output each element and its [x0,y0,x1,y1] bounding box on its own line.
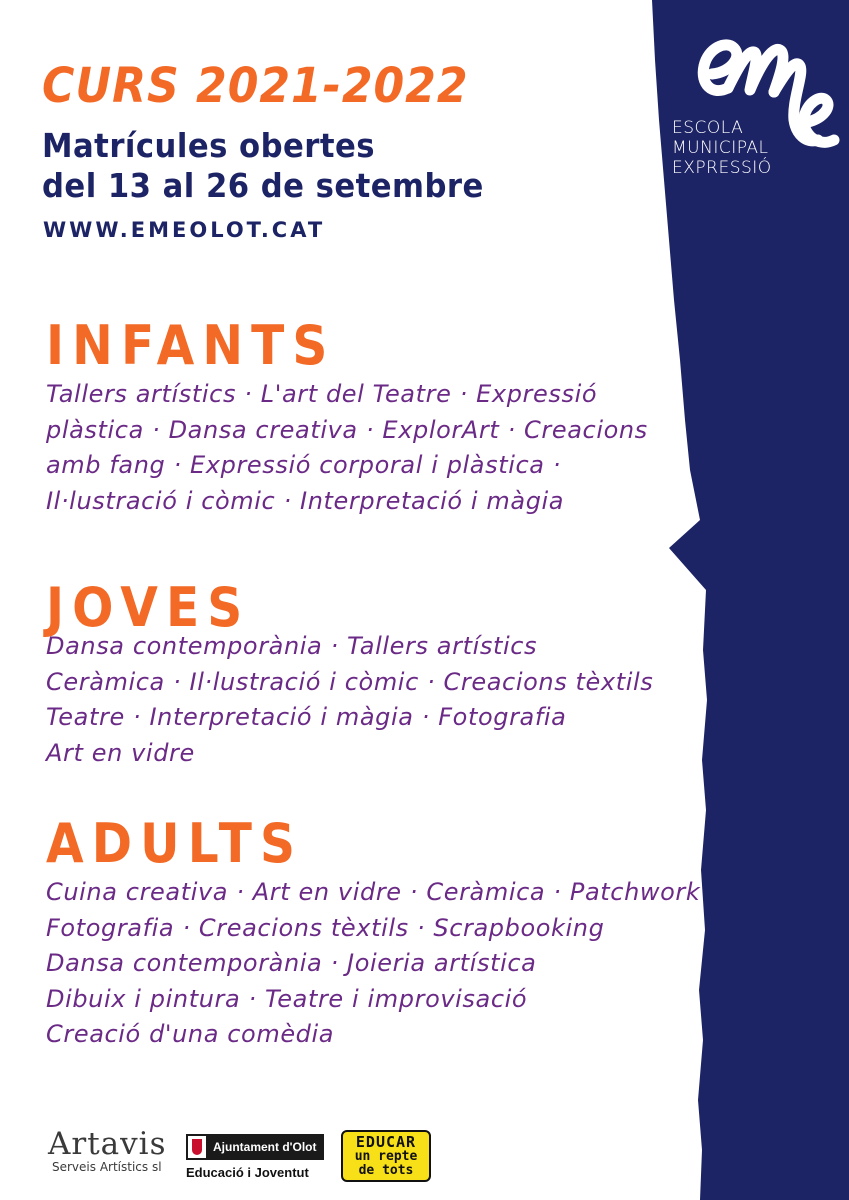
enrollment-open-heading: Matrícules obertes [42,126,376,165]
eme-logo [668,22,843,178]
course-title: CURS 2021-2022 [42,58,469,114]
logo-line-escola: ESCOLA [672,118,744,138]
olot-shield-icon [186,1134,208,1160]
list-line: Dansa contemporània · Tallers artístics [46,632,538,660]
list-line: Dansa contemporània · Joieria artística [46,949,537,977]
educar-line-3: de tots [358,1163,414,1178]
educar-line-1: EDUCAR [355,1133,417,1151]
section-title-joves: JOVES [46,576,251,639]
ajuntament-olot-logo [186,1134,324,1180]
logo-text [672,118,772,178]
ajuntament-department: Educació i Joventut [186,1165,309,1180]
ajuntament-label: Ajuntament d'Olot [213,1140,317,1154]
list-line: Tallers artístics · L'art del Teatre · Expressió [46,380,598,408]
section-title-adults: ADULTS [46,812,304,875]
list-line: Cuina creativa · Art en vidre · Ceràmica · Patchwork [46,878,701,906]
list-line: plàstica · Dansa creativa · ExplorArt · Creacions [46,415,648,444]
list-line: Teatre · Interpretació i màgia · Fotografia [46,703,567,731]
list-line: Fotografia · Creacions tèxtils · Scrapbooking [46,913,605,942]
logo-line-municipal: MUNICIPAL [672,138,769,158]
logo-line-expressio: EXPRESSIÓ [672,158,772,178]
list-line: amb fang · Expressió corporal i plàstica · [46,451,562,479]
enrollment-dates: del 13 al 26 de setembre [42,166,484,205]
list-line: Il·lustració i còmic · Interpretació i màgia [46,486,565,515]
artavis-name: Artavis [48,1126,167,1162]
infants-course-list [46,377,666,519]
website-link[interactable]: WWW.EMEOLOT.CAT [43,218,326,242]
list-line: Art en vidre [46,738,195,767]
list-line: Creació d'una comèdia [46,1020,335,1048]
artavis-logo [48,1128,166,1174]
educar-line-2: un repte [354,1149,418,1164]
list-line: Ceràmica · Il·lustració i còmic · Creacions tèxtils [46,667,654,696]
adults-course-list [46,875,701,1053]
artavis-subtitle: Serveis Artístics sl [52,1160,162,1174]
educar-logo [341,1130,431,1182]
list-line: Dibuix i pintura · Teatre i improvisació [46,984,528,1013]
section-title-infants: INFANTS [46,314,336,377]
joves-course-list [46,629,666,771]
